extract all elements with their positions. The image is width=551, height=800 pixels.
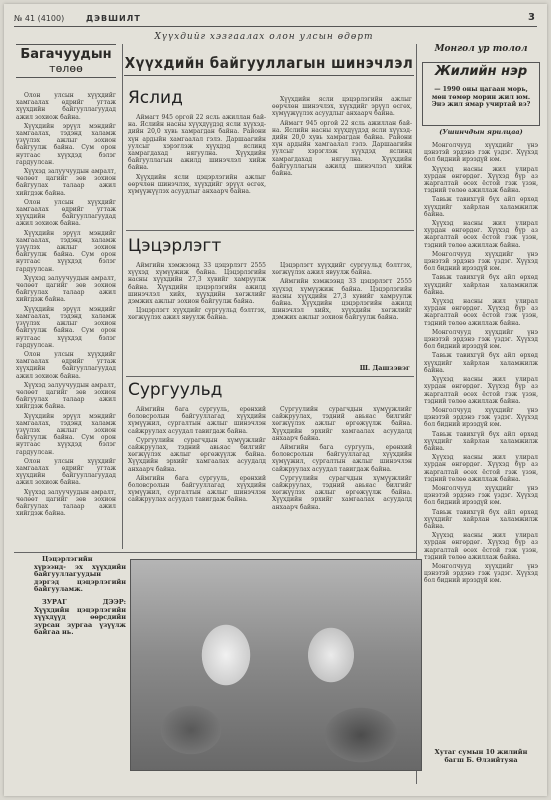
- paragraph: Тавьж тавихгүй бүх айл өрхөд хүүхдийг хайрлан халамжилж байна.: [424, 508, 538, 530]
- paragraph: Сургуулийн сурагчдын хүмүүжлийг сайжруулах, тэдний авьяас билгийг хөгжүүлэх ажлыг өргөжүүлж байна. Хүүхдийн эрхийг хамгаалах асуудалд анхаарч байна.: [272, 474, 412, 511]
- paragraph: Хүүхдийн эрүүл мэндийг хамгаалах, тэдэнд халамж үзүүлэх ажлыг зохион байгуулж байна. Сум орон нутгаас хүүхдэд бэлэг гардуулсан.: [16, 229, 116, 273]
- paragraph: Хүүхэд насны жил улирал хурдан өнгөрдөг. Хүүхэд бүр аз жаргалтай өсөх ёстой гэж үзэн, тэдний төлөө ажиллаж байна.: [424, 165, 538, 195]
- paragraph: Олон улсын хүүхдийг хамгаалах өдрийг угтаж хүүхдийн байгууллагуудад ажил зохиож байна.: [16, 92, 116, 121]
- paragraph: Олон улсын хүүхдийг хамгаалах өдрийг угтаж хүүхдийн байгууллагуудад ажил зохиож байна.: [16, 198, 116, 228]
- paragraph: Хүүхэд насны жил улирал хурдан өнгөрдөг. Хүүхэд бүр аз жаргалтай өсөх ёстой гэж үзэн, тэдний төлөө ажиллаж байна.: [424, 454, 538, 483]
- paragraph: Монголчууд хүүхдийг үнэ цэнэтэй эрдэнэ гэж үздэг. Хүүхэд бол бидний ирээдүй юм.: [424, 250, 538, 273]
- left-column-heading: [16, 44, 116, 78]
- paragraph: Олон улсын хүүхдийг хамгаалах өдрийг угтаж хүүхдийн байгууллагуудад ажил зохиож байна.: [16, 350, 116, 380]
- right-signature: Хутаг сумын 10 жилийн багш Б. Өлзийтуяа: [434, 748, 528, 764]
- paragraph: Хүүхэд насны жил улирал хурдан өнгөрдөг. Хүүхэд бүр аз жаргалтай өсөх ёстой гэж үзэн, тэдний төлөө ажиллаж байна.: [424, 298, 538, 327]
- newspaper-name: ДЭВШИЛТ: [86, 14, 141, 23]
- section-title-tsetserleg: Цэцэрлэгт: [128, 236, 222, 256]
- newspaper-page: [4, 4, 547, 796]
- paragraph: Хүүхдийн ясли цэцэрлэгийн ажлыг өөрчлөн шинэчлэх, хүүхдийг эрүүл өсгөх, хүмүүжүүлэх асуудлыг анхаарч байна.: [128, 173, 266, 196]
- paragraph: Сургуулийн сурагчдын хүмүүжлийг сайжруулах, тэдний авьяас билгийг хөгжүүлэх ажлыг өргөжүүлж байна. Хүүхдийн эрхийг хамгаалах асуудалд анхаарч байна.: [272, 406, 412, 442]
- paragraph: Цэцэрлэгт хүүхдийг сургуульд бэлтгэх, хөгжүүлэх ажил явуулж байна.: [272, 262, 412, 277]
- paragraph: Аймгийн бага сургууль, ерөнхий боловсролын байгууллагад хүүхдийн хүмүүжил, сургалтын ажлыг шинэчлэн сайжруулах асуудал тавигдаж байна.: [128, 406, 266, 435]
- masthead: [14, 12, 537, 27]
- section-title-surguuld: Сургуульд: [128, 380, 223, 400]
- section-divider: [14, 552, 416, 553]
- paragraph: Хүүхдийн эрүүл мэндийг хамгаалах, тэдэнд халамж үзүүлэх ажлыг зохион байгуулж байна. Сум орон нутгаас хүүхдэд бэлэг гардуулсан.: [16, 412, 116, 456]
- right-lead: — 1990 оны цагаан морь, мөн төмөр морин жил юм. Энэ жил ямар учиртай вэ?: [431, 86, 531, 108]
- paragraph: Тавьж тавихгүй бүх айл өрхөд хүүхдийг хайрлан халамжилж байна.: [424, 352, 538, 374]
- paragraph: Хүүхдийн ясли цэцэрлэгийн ажлыг өөрчлөн шинэчлэх, хүүхдийг эрүүл өсгөх, хүмүүжүүлэх асуудлыг анхаарч байна.: [272, 96, 412, 118]
- tsetserleg-text-col2: [272, 262, 412, 362]
- caption-paragraph: Цэцэрлэгийн хүрээнд- эх хүүхдийн байгууллагуудын дэргэд цэцэрлэгийн байгууламж.: [34, 555, 126, 594]
- paragraph: Хүүхэд залуучуудын амралт, чөлөөт цагийг зөв зохион байгуулах талаар ажил хийгдэж байна.: [16, 488, 116, 518]
- rubric: Хүүхдийг хэзгаалах олон улсын өдөрт: [154, 32, 374, 42]
- section-divider: [126, 376, 414, 377]
- headline: Хүүхдийн байгууллагын шинэчлэл: [124, 54, 414, 76]
- issue-number: № 41 (4100): [14, 14, 65, 23]
- left-heading-line2: төлөө: [49, 62, 83, 75]
- paragraph: Хүүхэд залуучуудын амралт, чөлөөт цагийг зөв зохион байгуулах талаар ажил хийгдэж байна.: [16, 168, 116, 197]
- yaslid-text-col2: [272, 96, 412, 224]
- paragraph: Монголчууд хүүхдийг үнэ цэнэтэй эрдэнэ гэж үздэг. Хүүхэд бол бидний ирээдүй юм.: [424, 484, 538, 507]
- caption-paragraph: ЗУРАГ ДЭЭР: Хүүхдийн цэцэрлэгийн хүүхдүүд өөрсдийн зурсан зургаа үзүүлж байгаа нь.: [34, 597, 126, 637]
- left-heading-line1: Багачуудын: [20, 47, 112, 62]
- right-title: Жилийн нэр: [434, 64, 528, 79]
- paragraph: Хүүхэд насны жил улирал хурдан өнгөрдөг. Хүүхэд бүр аз жаргалтай өсөх ёстой гэж үзэн, тэдний төлөө ажиллаж байна.: [424, 532, 538, 561]
- paragraph: Монголчууд хүүхдийг үнэ цэнэтэй эрдэнэ гэж үздэг. Хүүхэд бол бидний ирээдүй юм.: [424, 406, 538, 429]
- paragraph: Олон улсын хүүхдийг хамгаалах өдрийг угтаж хүүхдийн байгууллагуудад ажил зохиож байна.: [16, 457, 116, 487]
- paragraph: Монголчууд хүүхдийг үнэ цэнэтэй эрдэнэ гэж үздэг. Хүүхэд бол бидний ирээдүй юм.: [424, 562, 538, 585]
- paragraph: Тавьж тавихгүй бүх айл өрхөд хүүхдийг хайрлан халамжилж байна.: [424, 274, 538, 296]
- left-column-text: [16, 92, 116, 547]
- paragraph: Аймгийн хэмжээнд 33 цэцэрлэгт 2555 хүүхэд хүмүүжиж байна. Цэцэрлэгийн насны хүүхдийн 27,3 хувийг хамруулж байна. Хүүхдийн цэцэрлэгийн ажилд шинэчлэл хийх, хүүхдийн хөгжлийг дэмжих ажлыг зохион байгуулж байна.: [272, 278, 412, 322]
- paragraph: Монголчууд хүүхдийг үнэ цэнэтэй эрдэнэ гэж үздэг. Хүүхэд бол бидний ирээдүй юм.: [424, 142, 538, 164]
- paragraph: Хүүхэд залуучуудын амралт, чөлөөт цагийг зөв зохион байгуулах талаар ажил хийгдэж байна.: [16, 381, 116, 411]
- column-divider: [122, 44, 123, 549]
- paragraph: Хүүхдийн эрүүл мэндийг хамгаалах, тэдэнд халамж үзүүлэх ажлыг зохион байгуулж байна. Сум орон нутгаас хүүхдэд бэлэг гардуулсан.: [16, 122, 116, 166]
- paragraph: Монголчууд хүүхдийг үнэ цэнэтэй эрдэнэ гэж үздэг. Хүүхэд бол бидний ирээдүй юм.: [424, 328, 538, 351]
- paragraph: Аймгийн бага сургууль, ерөнхий боловсролын байгууллагад хүүхдийн хүмүүжил, сургалтын ажлыг шинэчлэн сайжруулах асуудал тавигдаж байна.: [272, 444, 412, 473]
- right-column-text: [424, 142, 538, 742]
- paragraph: Аймагт 945 оргой 22 ясль ажиллан бай- на. Яслийн насны хүүхдүүдэд ясли хүүхэд- дийн 20,0 хувь хамрагдан байна. Райони хүн ардыйн хамгаалал гэлэ. Даршаагийн уулсыг хэрэглэж хүүхдэд яслинд хамрагдахад нягуулна. Хүүхдийн байгууллагын ажилд шинэчлэл хийж байна.: [128, 114, 266, 172]
- paragraph: Сургуулийн сурагчдын хүмүүжлийг сайжруулах, тэдний авьяас билгийг хөгжүүлэх ажлыг өргөжүүлж байна. Хүүхдийн эрхийг хамгаалах асуудалд анхаарч байна.: [128, 436, 266, 473]
- paragraph: Тавьж тавихгүй бүх айл өрхөд хүүхдийг хайрлан халамжилж байна.: [424, 430, 538, 452]
- signature-tsetserleg: Ш. Дашзэвэг: [359, 364, 410, 372]
- paragraph: Тавьж тавихгүй бүх айл өрхөд хүүхдийг хайрлан халамжилж байна.: [424, 196, 538, 218]
- paragraph: Цэцэрлэгт хүүхдийг сургуульд бэлтгэх, хөгжүүлэх ажил явуулж байна.: [128, 307, 266, 322]
- paragraph: Хүүхэд насны жил улирал хурдан өнгөрдөг. Хүүхэд бүр аз жаргалтай өсөх ёстой гэж үзэн, тэдний төлөө ажиллаж байна.: [424, 376, 538, 405]
- photo-caption: [34, 556, 126, 642]
- right-rubric: Монгол ур толол: [434, 44, 528, 54]
- page-number: 3: [528, 12, 535, 23]
- yaslid-text-col1: [128, 114, 266, 224]
- paragraph: Хүүхэд залуучуудын амралт, чөлөөт цагийг зөв зохион байгуулах талаар ажил хийгдэж байна.: [16, 274, 116, 304]
- paragraph: Хүүхдийн эрүүл мэндийг хамгаалах, тэдэнд халамж үзүүлэх ажлыг зохион байгуулж байна. Сум орон нутгаас хүүхдэд бэлэг гардуулсан.: [16, 305, 116, 349]
- paragraph: Аймагт 945 оргой 22 ясль ажиллан бай- на. Яслийн насны хүүхдүүдэд ясли хүүхэд- дийн 20,0 хувь хамрагдан байна. Райони хүн ардыйн хамгаалал гэлэ. Даршаагийн уулсыг хэрэглэж хүүхдэд яслинд хамрагдахад нягуулна. Хүүхдийн байгууллагын ажилд шинэчлэл хийж байна.: [272, 119, 412, 178]
- paragraph: Аймгийн хэмжээнд 33 цэцэрлэгт 2555 хүүхэд хүмүүжиж байна. Цэцэрлэгийн насны хүүхдийн 27,3 хувийг хамруулж байна. Хүүхдийн цэцэрлэгийн ажилд шинэчлэл хийх, хүүхдийн хөгжлийг дэмжих ажлыг зохион байгуулж байна.: [128, 262, 266, 306]
- children-photo: [130, 559, 422, 771]
- paragraph: Аймгийн бага сургууль, ерөнхий боловсролын байгууллагад хүүхдийн хүмүүжил, сургалтын ажлыг шинэчлэн сайжруулах асуудал тавигдаж байна.: [128, 474, 266, 504]
- paragraph: Хүүхэд насны жил улирал хурдан өнгөрдөг. Хүүхэд бүр аз жаргалтай өсөх ёстой гэж үзэн, тэдний төлөө ажиллаж байна.: [424, 220, 538, 249]
- section-title-yaslid: Яслид: [128, 88, 183, 108]
- right-note: (Ушинчдын ярилцаа): [439, 128, 523, 136]
- section-divider: [126, 230, 414, 231]
- tsetserleg-text-col1: [128, 262, 266, 372]
- surguuld-text-col2: [272, 406, 412, 551]
- surguuld-text-col1: [128, 406, 266, 551]
